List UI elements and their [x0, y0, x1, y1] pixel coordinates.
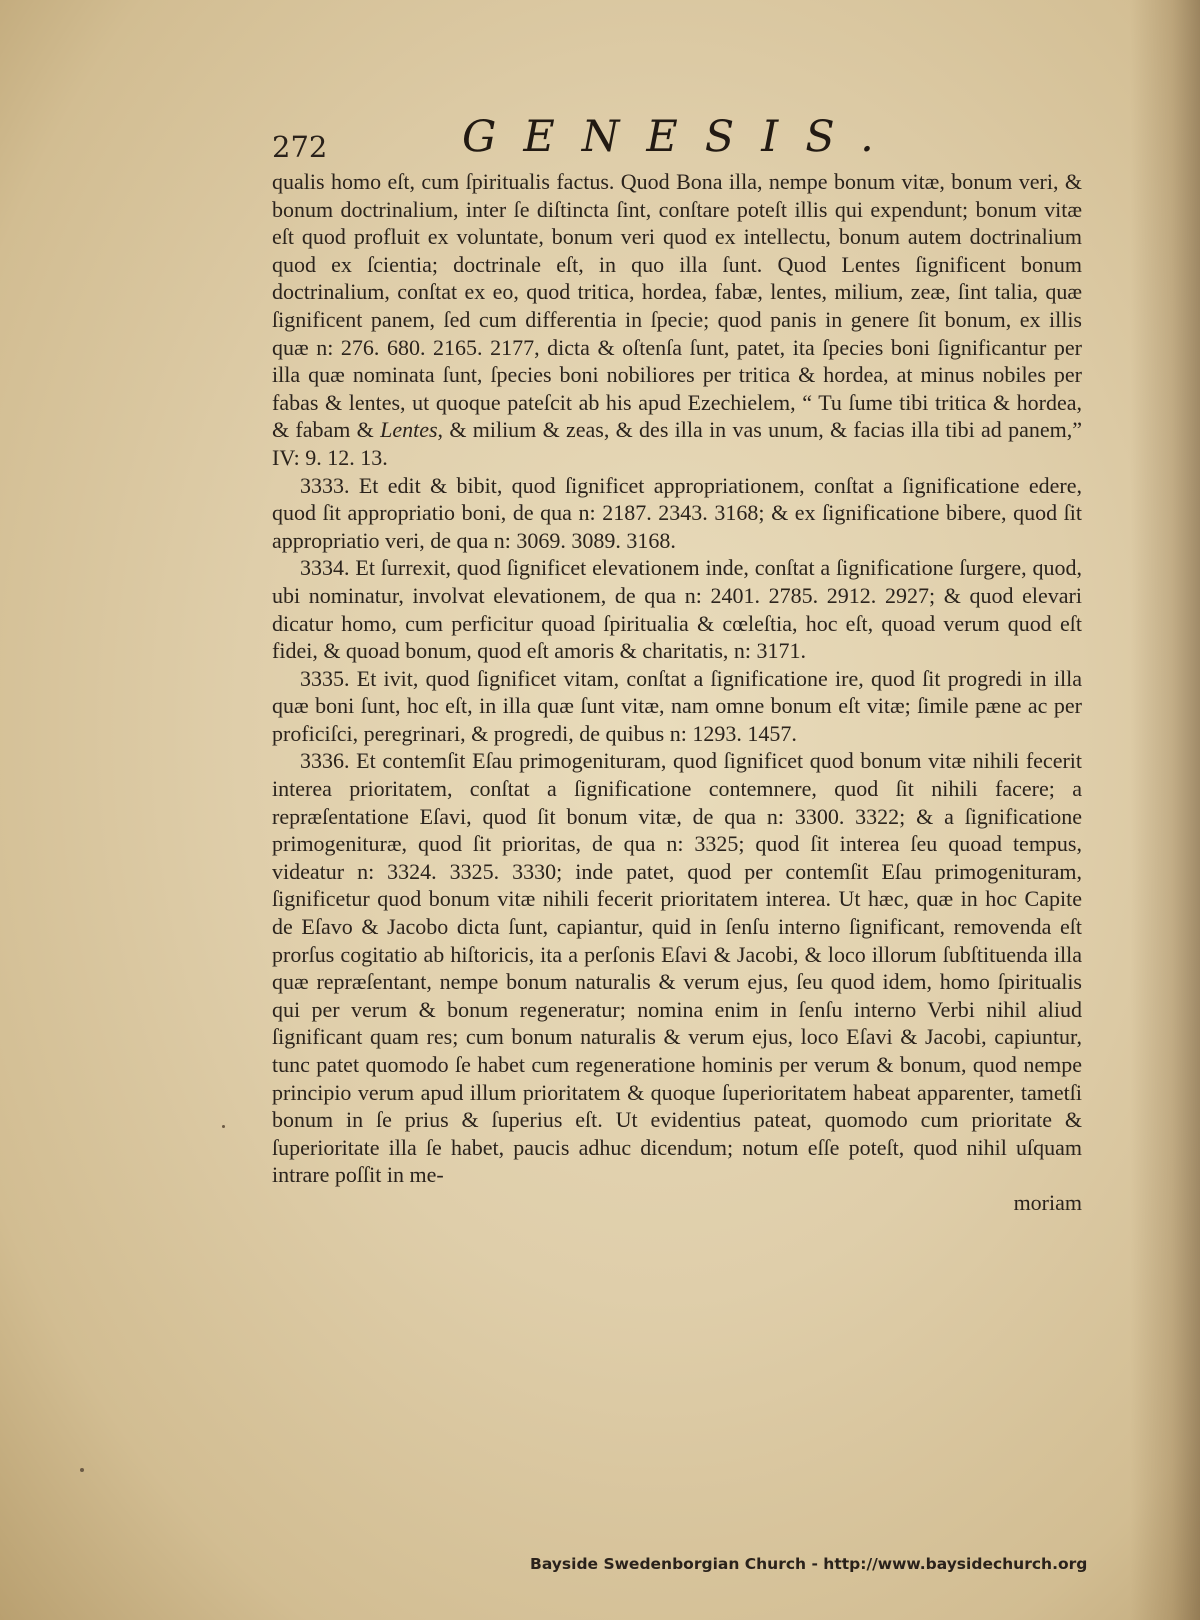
- paragraph-number: 3335.: [300, 665, 350, 691]
- ink-speck: [222, 1125, 225, 1128]
- footer-credit: Bayside Swedenborgian Church - http://www.baysidechurch.org: [530, 1555, 1088, 1573]
- paragraph-continuation: [272, 168, 1082, 472]
- body-text: [272, 168, 1082, 1217]
- page-gutter-shadow: [1130, 0, 1200, 1620]
- paragraph-3336: [272, 747, 1082, 1216]
- page-header: [272, 112, 1072, 172]
- paragraph-3334: [272, 554, 1082, 664]
- paragraph-text: Et ivit, quod ſignificet vitam, conſtat a ſignificatione ire, quod ſit progredi in illa quæ boni ſunt, hoc eſt, in illa quæ ſunt vitæ, nam omne bonum eſt vitæ; ſimile pæne ac per proficiſci, peregrinari, & progredi, de quibus n: 1293. 1457.: [272, 665, 1082, 746]
- paragraph-text: Et edit & bibit, quod ſignificet appropriationem, conſtat a ſignificatione edere, quod ſit appropriatio boni, de qua n: 2187. 2343. 3168; & ex ſignificatione bibere, quod ſit appropriatio veri, de qua n: 3069. 3089. 3168.: [272, 472, 1083, 553]
- page-number: 272: [272, 130, 328, 164]
- paragraph-number: 3334.: [300, 555, 350, 581]
- paragraph-number: 3333.: [300, 472, 350, 498]
- paragraph-text: qualis homo eſt, cum ſpiritualis factus. Quod Bona illa, nempe bonum vitæ, bonum veri, & bonum doctrinalium, inter ſe diſtincta ſint, conſtare poteſt illis qui expendunt; bonum vitæ eſt quod profluit ex voluntate, bonum veri quod ex intellectu, bonum autem doctrinalium quod ex ſcientia; doctrinale eſt, in quo illa ſunt. Quod Lentes ſignificent bonum doctrinalium, conſtat ex eo, quod tritica, hordea, fabæ, lentes, milium, zeæ, ſint talia, quæ ſignificent panem, ſed cum differentia in ſpecie; quod panis in genere ſit bonum, ex illis quæ n: 276. 680. 2165. 2177, dicta & oſtenſa ſunt, patet, ita ſpecies boni ſignificantur per illa quæ nominata ſunt, ſpecies boni nobiliores per tritica & hordea, at minus nobiles per fabas & lentes, ut quoque pateſcit ab his apud Ezechielem, “ Tu ſume tibi tritica & hordea, & fabam &: [272, 169, 1082, 443]
- italic-word: Lentes: [380, 417, 438, 443]
- paragraph-3333: [272, 472, 1082, 555]
- catchword: moriam: [1013, 1189, 1082, 1215]
- paragraph-3335: [272, 665, 1082, 748]
- ink-speck: [80, 1468, 84, 1472]
- paragraph-text: , & milium & zeas, & des illa in vas unum, & facias illa tibi ad panem,” IV: 9. 12. 13.: [272, 417, 1082, 470]
- running-title: GENESIS.: [462, 112, 901, 162]
- paragraph-text: Et contemſit Eſau primogenituram, quod ſignificet quod bonum vitæ nihili fecerit interea prioritatem, conſtat a ſignificatione contemnere, quod ſit nihili facere; a repræſentatione Eſavi, quod ſit bonum vitæ, de qua n: 3300. 3322; & a ſignificatione primogenituræ, quod ſit prioritas, de qua n: 3325; quod ſit interea ſeu quoad tempus, videatur n: 3324. 3325. 3330; inde patet, quod per contemſit Eſau primogenituram, ſignificetur quod bonum vitæ nihili fecerit prioritatem interea. Ut hæc, quæ in hoc Capite de Eſavo & Jacobo dicta ſunt, capiantur, quid in ſenſu interno ſignificant, removenda eſt prorſus cogitatio ab hiſtoricis, ita a perſonis Eſavi & Jacobi, & loco illorum ſubſtituenda illa quæ repræſentant, nempe bonum naturalis & verum ejus, ſeu quod idem, homo ſpiritualis qui per verum & bonum regeneratur; nomina enim in ſenſu interno Verbi nihil aliud ſignificant quam res; cum bonum naturalis & verum ejus, loco Eſavi & Jacobi, capiuntur, tunc patet quomodo ſe habet cum regeneratione hominis per verum & bonum, quod nempe principio verum apud illum prioritatem & quoque ſuperioritatem habeat apparenter, tametſi bonum in ſe prius & ſuperius eſt. Ut evidentius pateat, quomodo cum prioritate & ſuperioritate illa ſe habet, paucis adhuc dicendum; notum eſſe poteſt, quod nihil uſquam intrare poſſit in me-: [272, 748, 1083, 1188]
- paragraph-text: Et ſurrexit, quod ſignificet elevationem inde, conſtat a ſignificatione ſurgere, quod, ubi nominatur, involvat elevationem, de qua n: 2401. 2785. 2912. 2927; & quod elevari dicatur homo, cum perficitur quoad ſpiritualia & cœleſtia, hoc eſt, quoad verum quod eſt fidei, & quoad bonum, quod eſt amoris & charitatis, n: 3171.: [272, 555, 1082, 664]
- paragraph-number: 3336.: [300, 748, 350, 774]
